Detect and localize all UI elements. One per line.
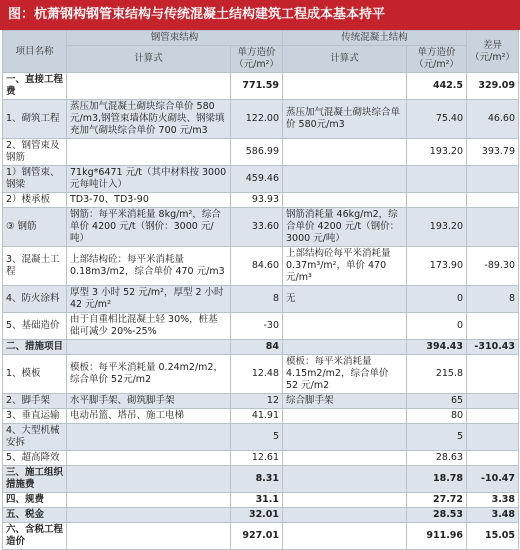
row-difference <box>467 193 519 208</box>
table-row <box>3 100 519 139</box>
row-concrete-cost: 18.78 <box>407 466 467 493</box>
row-concrete-formula <box>283 166 407 193</box>
row-concrete-formula <box>283 73 407 100</box>
row-concrete-cost: 27.72 <box>407 493 467 508</box>
row-item-name: 5、超高降效 <box>3 451 67 466</box>
row-difference: -10.47 <box>467 466 519 493</box>
row-concrete-cost <box>407 193 467 208</box>
row-steel-formula <box>67 340 231 355</box>
row-difference: 329.09 <box>467 73 519 100</box>
row-difference: 3.48 <box>467 508 519 523</box>
header-concrete-formula: 计算式 <box>283 46 407 73</box>
row-concrete-formula <box>283 409 407 424</box>
row-item-name: ③ 钢筋 <box>3 208 67 247</box>
row-difference <box>467 424 519 451</box>
row-steel-formula: 由于自重相比混凝土轻 30%，桩基础可减少 20%-25% <box>67 313 231 340</box>
figure-title: 图：杭萧钢构钢管束结构与传统混凝土结构建筑工程成本基本持平 <box>0 0 520 30</box>
row-steel-cost: 12 <box>231 394 283 409</box>
row-concrete-cost <box>407 166 467 193</box>
row-steel-formula <box>67 466 231 493</box>
row-concrete-cost: 0 <box>407 313 467 340</box>
row-steel-formula <box>67 424 231 451</box>
row-difference <box>467 451 519 466</box>
row-item-name: 3、垂直运输 <box>3 409 67 424</box>
row-concrete-formula: 上部结构砼每平米消耗量 0.37m³/m²，单价 470 元/m³ <box>283 247 407 286</box>
row-concrete-cost: 193.20 <box>407 208 467 247</box>
table-row <box>3 451 519 466</box>
row-steel-cost: 771.59 <box>231 73 283 100</box>
row-difference <box>467 208 519 247</box>
row-difference: -310.43 <box>467 340 519 355</box>
row-concrete-formula <box>283 193 407 208</box>
row-concrete-formula <box>283 493 407 508</box>
row-concrete-cost: 215.8 <box>407 355 467 394</box>
row-steel-formula: 钢筋：每平米消耗量 8kg/m²，综合单价 4200 元/t（钢价：3000 元/吨） <box>67 208 231 247</box>
row-difference: 393.79 <box>467 139 519 166</box>
row-concrete-formula <box>283 139 407 166</box>
row-difference: 15.05 <box>467 523 519 550</box>
row-item-name: 二、措施项目 <box>3 340 67 355</box>
row-concrete-cost: 0 <box>407 286 467 313</box>
row-difference <box>467 409 519 424</box>
row-steel-formula <box>67 73 231 100</box>
table-row <box>3 193 519 208</box>
row-steel-cost: 93.93 <box>231 193 283 208</box>
row-concrete-formula: 蒸压加气混凝土砌块综合单价 580元/m3 <box>283 100 407 139</box>
row-concrete-formula <box>283 508 407 523</box>
header-steel-group: 钢管束结构 <box>67 31 283 46</box>
row-item-name: 5、基础造价 <box>3 313 67 340</box>
row-steel-cost: -30 <box>231 313 283 340</box>
row-difference: 3.38 <box>467 493 519 508</box>
table-row <box>3 409 519 424</box>
row-item-name: 4、防火涂料 <box>3 286 67 313</box>
header-item-name: 项目名称 <box>3 31 67 73</box>
row-item-name: 1、砌筑工程 <box>3 100 67 139</box>
row-item-name: 四、规费 <box>3 493 67 508</box>
row-concrete-cost: 28.63 <box>407 451 467 466</box>
row-item-name: 一、直接工程费 <box>3 73 67 100</box>
row-steel-cost: 12.61 <box>231 451 283 466</box>
row-concrete-formula <box>283 424 407 451</box>
header-difference: 差异（元/m²） <box>467 31 519 73</box>
row-difference <box>467 355 519 394</box>
row-item-name: 2、脚手架 <box>3 394 67 409</box>
header-concrete-group: 传统混凝土结构 <box>283 31 467 46</box>
row-steel-cost: 8.31 <box>231 466 283 493</box>
row-item-name: 六、含税工程造价 <box>3 523 67 550</box>
row-steel-formula: 水平脚手架、砌筑脚手架 <box>67 394 231 409</box>
table-row <box>3 424 519 451</box>
table-row <box>3 508 519 523</box>
row-steel-formula: 厚型 3 小时 52 元/m²，厚型 2 小时 42 元/m² <box>67 286 231 313</box>
row-steel-formula: TD3-70、TD3-90 <box>67 193 231 208</box>
table-row <box>3 286 519 313</box>
cost-comparison-table <box>2 30 519 550</box>
row-steel-formula: 蒸压加气混凝土砌块综合单价 580元/m3,钢管束墙体防火砌块、钢梁填充加气砌块综合单价 700 元/m3 <box>67 100 231 139</box>
row-concrete-cost: 394.43 <box>407 340 467 355</box>
row-concrete-formula <box>283 340 407 355</box>
row-steel-formula: 模板：每平米消耗量 0.24m2/m2，综合单价 52元/m2 <box>67 355 231 394</box>
row-concrete-cost: 80 <box>407 409 467 424</box>
header-concrete-cost: 单方造价（元/m²） <box>407 46 467 73</box>
table-row <box>3 139 519 166</box>
header-steel-formula: 计算式 <box>67 46 231 73</box>
row-steel-formula: 上部结构砼：每平米消耗量0.18m3/m2，综合单价 470 元/m3 <box>67 247 231 286</box>
row-difference <box>467 394 519 409</box>
row-concrete-cost: 193.20 <box>407 139 467 166</box>
row-steel-cost: 122.00 <box>231 100 283 139</box>
row-steel-formula: 电动吊篮、塔吊、施工电梯 <box>67 409 231 424</box>
row-item-name: 3、混凝土工程 <box>3 247 67 286</box>
table-row <box>3 493 519 508</box>
table-row <box>3 355 519 394</box>
row-item-name: 五、税金 <box>3 508 67 523</box>
row-steel-formula: 71kg*6471 元/t（其中材料按 3000元每吨计入） <box>67 166 231 193</box>
row-concrete-formula: 模板：每平米消耗量 4.15m2/m2，综合单价 52 元/m2 <box>283 355 407 394</box>
row-concrete-formula: 无 <box>283 286 407 313</box>
row-item-name: 三、施工组织措施费 <box>3 466 67 493</box>
row-steel-formula <box>67 508 231 523</box>
row-concrete-formula <box>283 523 407 550</box>
row-difference <box>467 313 519 340</box>
row-difference <box>467 166 519 193</box>
table-row <box>3 73 519 100</box>
row-steel-cost: 12.48 <box>231 355 283 394</box>
row-steel-cost: 8 <box>231 286 283 313</box>
row-steel-cost: 32.01 <box>231 508 283 523</box>
row-steel-cost: 84 <box>231 340 283 355</box>
row-concrete-cost: 173.90 <box>407 247 467 286</box>
row-steel-cost: 41.91 <box>231 409 283 424</box>
row-steel-cost: 586.99 <box>231 139 283 166</box>
row-steel-cost: 33.60 <box>231 208 283 247</box>
row-concrete-cost: 28.53 <box>407 508 467 523</box>
row-concrete-cost: 5 <box>407 424 467 451</box>
table-row <box>3 466 519 493</box>
row-concrete-cost: 911.96 <box>407 523 467 550</box>
row-concrete-formula: 综合脚手架 <box>283 394 407 409</box>
row-steel-cost: 927.01 <box>231 523 283 550</box>
row-concrete-cost: 65 <box>407 394 467 409</box>
row-item-name: 1）钢管束、钢梁 <box>3 166 67 193</box>
row-item-name: 4、大型机械安拆 <box>3 424 67 451</box>
row-steel-formula <box>67 493 231 508</box>
table-row <box>3 208 519 247</box>
row-difference: -89.30 <box>467 247 519 286</box>
table-row <box>3 313 519 340</box>
row-steel-formula <box>67 451 231 466</box>
table-row <box>3 166 519 193</box>
row-item-name: 1、模板 <box>3 355 67 394</box>
row-difference: 46.60 <box>467 100 519 139</box>
row-steel-cost: 459.46 <box>231 166 283 193</box>
row-concrete-formula <box>283 451 407 466</box>
row-concrete-cost: 75.40 <box>407 100 467 139</box>
row-steel-formula <box>67 139 231 166</box>
row-item-name: 2、钢管束及钢筋 <box>3 139 67 166</box>
row-concrete-formula <box>283 466 407 493</box>
row-item-name: 2）楼承板 <box>3 193 67 208</box>
table-row <box>3 340 519 355</box>
table-row <box>3 247 519 286</box>
row-steel-cost: 31.1 <box>231 493 283 508</box>
row-steel-formula <box>67 523 231 550</box>
row-concrete-formula: 钢筋消耗量 46kg/m2，综合单价 4200 元/t（钢价：3000 元/吨） <box>283 208 407 247</box>
table-row <box>3 523 519 550</box>
row-steel-cost: 5 <box>231 424 283 451</box>
row-difference: 8 <box>467 286 519 313</box>
table-row <box>3 394 519 409</box>
row-steel-cost: 84.60 <box>231 247 283 286</box>
header-steel-cost: 单方造价（元/m²） <box>231 46 283 73</box>
row-concrete-formula <box>283 313 407 340</box>
row-concrete-cost: 442.5 <box>407 73 467 100</box>
